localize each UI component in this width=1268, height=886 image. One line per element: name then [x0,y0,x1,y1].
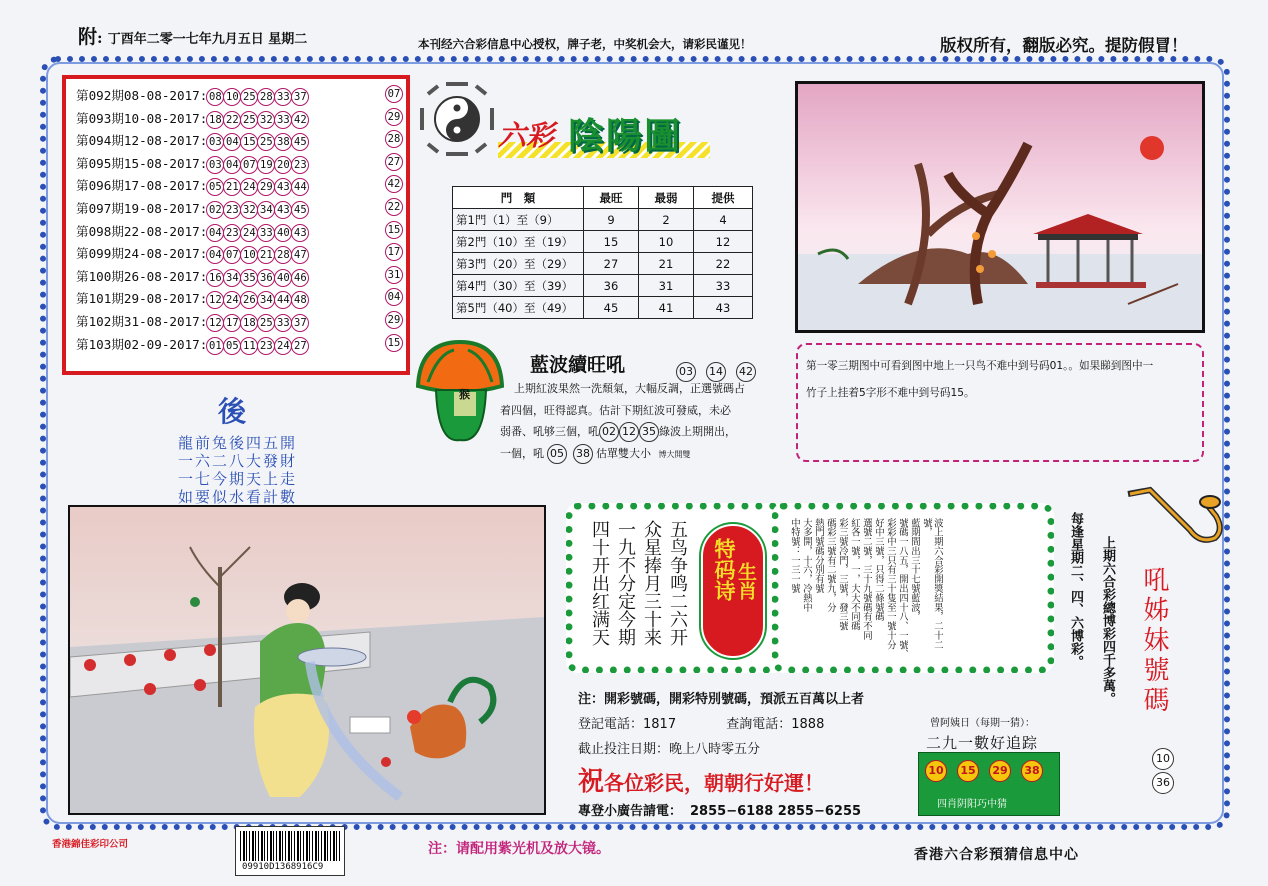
result-number: 18 [240,314,258,332]
result-special-number: 17 [385,243,403,261]
commentary-column: 彩彩中三只有三十隻至一號十分 [885,518,896,650]
door-table-cell: 31 [639,275,694,297]
result-number: 37 [291,314,309,332]
result-special-number: 22 [385,198,403,216]
result-special-number: 15 [385,334,403,352]
riddle-box [796,343,1204,462]
wave-inline-number: 05 [547,444,567,464]
door-table-cell: 第4門（30）至（39） [453,275,584,297]
door-table-row [453,231,753,253]
result-label: 第098期22-08-2017: [76,223,208,239]
deadline-value: 晚上八時零五分 [669,742,761,757]
result-number: 21 [223,178,241,196]
special-poem-col-bottom: 定今期 [615,592,636,646]
header-prefix: 附 [78,26,98,48]
door-table-heading: 門 類 [453,187,584,209]
mushroom-label: 猴 [459,388,470,401]
door-table-row [453,253,753,275]
wave-balls [676,360,766,382]
result-number: 08 [206,88,224,106]
slogan-big: 祝 [578,767,605,797]
door-table-cell: 第5門（40）至（49） [453,297,584,319]
track-footer: 四肖阴阳巧中猜 [937,799,1007,810]
poem-line: 一七今期天上走 [178,470,298,488]
results-history-panel [62,75,410,375]
result-number: 47 [291,246,309,264]
track-box [918,752,1060,816]
result-number: 19 [257,156,275,174]
result-number: 25 [257,133,275,151]
header-authorization: 本刊经六合彩信息中心授权，牌子老，中奖机会大，请彩民谨见！ [418,37,752,51]
result-number: 36 [257,269,275,287]
result-number: 04 [223,156,241,174]
result-number: 33 [257,224,275,242]
result-number: 43 [291,224,309,242]
wave-inline-number: 12 [619,422,639,442]
magnifier-note: 注：请配用紫光机及放大镜。 [428,841,610,857]
result-number: 25 [240,88,258,106]
result-number: 45 [291,201,309,219]
contact-line [578,800,908,819]
result-number: 03 [206,156,224,174]
result-number: 38 [274,133,292,151]
special-poem-col-bottom: 二六开 [667,592,688,646]
result-number: 33 [274,88,292,106]
wave-ball: 14 [706,362,726,382]
phone-line [578,713,908,732]
result-number: 07 [223,246,241,264]
result-label: 第103期02-09-2017: [76,336,208,352]
poem-line: 如要似水看計數 [178,488,298,506]
org-name: 香港六合彩預猜信息中心 [914,847,1079,863]
wave-inline-number: 35 [639,422,659,442]
result-number: 17 [223,314,241,332]
special-poem-col-bottom: 三十来 [641,592,662,646]
wave-line-3-nums [599,425,659,438]
result-label: 第093期10-08-2017: [76,110,208,126]
door-table-row [453,209,753,231]
result-number: 23 [223,224,241,242]
wave-line-3 [500,422,736,442]
contact-nums: 2855−6188 2855−6255 [690,804,862,819]
logo-title: 陰陽圖 [568,115,683,157]
result-row [76,288,401,309]
result-row [76,221,401,242]
door-table-cell: 33 [694,275,753,297]
commentary-column: 熱門號碼分別有號 [813,518,824,594]
result-number: 02 [206,201,224,219]
door-table-cell: 45 [584,297,639,319]
wave-line-4a: 一個，吼 [500,447,544,460]
result-special-number: 42 [385,175,403,193]
door-table-cell: 4 [694,209,753,231]
notice-line-1: 注：開彩號碼，開彩特別號碼，預派五百萬以上者 [578,692,865,707]
result-row [76,243,401,264]
result-number: 40 [274,269,292,287]
special-poem-column [665,520,689,670]
result-number: 27 [291,337,309,355]
door-table-cell: 10 [639,231,694,253]
door-table-header [453,187,753,209]
saxophone-icon [1120,480,1230,560]
mushroom-icon [414,336,506,444]
result-label: 第094期12-08-2017: [76,133,208,149]
result-number: 12 [206,291,224,309]
result-number: 11 [240,337,258,355]
header-copyright: 版权所有，翻版必究。提防假冒！ [940,36,1188,55]
result-number: 21 [257,246,275,264]
wave-line-4c: 博大開雙 [658,450,691,459]
result-number: 42 [291,111,309,129]
track-balls [925,759,1053,782]
result-row [76,198,401,219]
yin-yang-icon [416,78,498,160]
door-table-cell: 第3門（20）至（29） [453,253,584,275]
result-special-number: 04 [385,288,403,306]
query-label: 查詢電話： [726,717,792,732]
wave-inline-number: 02 [599,422,619,442]
result-number: 15 [240,133,258,151]
vertical-commentary [789,518,943,670]
result-number: 28 [274,246,292,264]
query-num: 1888 [791,717,825,732]
wave-title: 藍波續旺吼 [530,354,626,376]
special-poem-col-top: 四十开出 [589,520,610,592]
riddle-line-1: 第一零三期图中可看到图中地上一只鸟不难中到号码01。。如果睇到图中一 [806,360,1154,372]
result-number: 24 [240,178,258,196]
track-ball: 29 [989,760,1011,782]
door-table-cell: 2 [639,209,694,231]
result-number: 25 [240,111,258,129]
result-label: 第096期17-08-2017: [76,178,208,194]
result-row [76,175,401,196]
bagua-logo [416,78,498,160]
special-poem-col-top: 一九不分 [615,520,636,592]
track-title: 二九一數好追踪 [926,734,1039,752]
result-number: 24 [240,224,258,242]
deadline-line [578,738,908,757]
result-row [76,153,401,174]
result-row [76,334,401,355]
slogan-line [578,761,908,798]
result-number: 34 [257,201,275,219]
result-special-number: 29 [385,311,403,329]
track-header: 曾阿姨日（每期一猜）： [930,718,1035,729]
draw-days: 每逢星期二、四、六博彩。 [1068,512,1083,668]
result-special-number: 29 [385,108,403,126]
door-table [452,186,753,319]
barcode-number: 09910D1368916C9 [242,862,324,872]
result-number: 23 [291,156,309,174]
result-number: 12 [206,314,224,332]
special-poem-column [613,520,637,670]
result-number: 40 [274,224,292,242]
title-logo [492,104,717,164]
result-number: 16 [206,269,224,287]
result-number: 32 [257,111,275,129]
commentary-column: 大多開，十六，冷熱中 [801,518,812,612]
result-number: 34 [257,291,275,309]
result-label: 第100期26-08-2017: [76,268,208,284]
result-number: 07 [240,156,258,174]
badge-a: 特码诗 [712,538,737,601]
reg-num: 1817 [643,717,677,732]
printer-name: 香港錦佳彩印公司 [52,839,129,850]
wave-ball: 42 [736,362,756,382]
door-table-heading: 提供 [694,187,753,209]
wave-line-2: 着四個，旺得認真。估計下期紅波可發威，未必 [500,404,731,417]
result-number: 10 [223,88,241,106]
result-label: 第099期24-08-2017: [76,246,208,262]
scene-image-lady [68,505,546,815]
door-table-cell: 15 [584,231,639,253]
poem-lines [178,434,297,506]
deadline-label: 截止投注日期： [578,742,670,757]
commentary-column: 選號二號，三十九號碼有不同 [861,518,872,641]
commentary-column: 紅各一號，一，大大不同碼 [849,518,860,631]
wave-line-4 [500,444,691,464]
door-table-wrap [452,186,753,319]
special-poem-col-top: 五鸟争鸣 [667,520,688,592]
result-number: 18 [206,111,224,129]
result-number: 43 [274,178,292,196]
result-number: 35 [240,269,258,287]
poem-title: 後 [218,395,247,428]
result-number: 10 [240,246,258,264]
result-number: 48 [291,291,309,309]
result-number: 01 [206,337,224,355]
commentary-column: 好中三號，只得二條號碼 [873,518,884,622]
special-poem-col-bottom: 红满天 [589,592,610,646]
sister-balls [1152,748,1174,796]
reg-label: 登記電話： [578,717,644,732]
result-label: 第095期15-08-2017: [76,155,208,171]
door-table-heading: 最弱 [639,187,694,209]
door-table-cell: 27 [584,253,639,275]
notice-section [578,688,908,819]
poem-line: 一六二八大發財 [178,452,298,470]
result-number: 29 [257,178,275,196]
special-poem-columns [587,520,689,670]
result-number: 04 [206,224,224,242]
result-row [76,266,401,287]
track-ball: 15 [957,760,979,782]
door-table-cell: 22 [694,253,753,275]
slogan-text: 各位彩民，朝朝行好運！ [604,771,825,795]
riddle-line-2: 竹子上挂着5字形不难中到号码15。 [806,387,975,399]
result-number: 43 [274,201,292,219]
special-poem-column [639,520,663,670]
commentary-column: 波上期六合彩開獎結果，二十二號， [921,518,943,650]
door-table-cell: 41 [639,297,694,319]
sister-numbers-title: 吼姊妹號碼 [1139,566,1169,716]
result-special-number: 31 [385,266,403,284]
result-number: 04 [206,246,224,264]
door-table-cell: 9 [584,209,639,231]
result-number: 23 [223,201,241,219]
special-code-poem [566,503,785,673]
commentary-column: 彩三號冷門，三號，發三號 [837,518,848,631]
door-table-cell: 12 [694,231,753,253]
header-date: 附: 丁酉年二零一七年九月五日 星期二 [78,26,308,48]
result-number: 33 [274,314,292,332]
door-table-cell: 36 [584,275,639,297]
result-number: 23 [257,337,275,355]
wave-line-3b: 綠波上期開出， [659,425,736,438]
special-poem-col-top: 众星捧月 [641,520,662,592]
door-table-row [453,275,753,297]
result-special-number: 15 [385,221,403,239]
result-number: 05 [223,337,241,355]
sister-ball: 10 [1152,748,1174,770]
result-number: 22 [223,111,241,129]
special-poem-badge [701,524,765,658]
result-number: 44 [291,178,309,196]
result-row [76,85,401,106]
last-draw-total: 上期六合彩總博彩四千多萬。 [1100,536,1115,705]
wave-ball: 03 [676,362,696,382]
wave-line-4-nums [544,447,596,460]
wave-line-4b: 估單雙大小 [596,447,651,460]
barcode [235,826,345,876]
scene-image-tree [795,81,1205,333]
header-date-text: 丁酉年二零一七年九月五日 星期二 [107,32,308,47]
commentary-column: 碼彩三號有二號九，分 [825,518,836,612]
commentary-column: 藍期間出三十七號藍波， [909,518,920,622]
result-number: 04 [223,133,241,151]
result-number: 20 [274,156,292,174]
result-label: 第102期31-08-2017: [76,314,208,329]
wave-line-1: 上期紅波果然一洗頹氣，大幅反調，正選號碼占 [514,382,745,395]
door-table-cell: 第1門（1）至（9） [453,209,584,231]
contact-label: 專登小廣告請電： [578,804,683,819]
door-table-cell: 21 [639,253,694,275]
result-number: 34 [223,269,241,287]
result-number: 32 [240,201,258,219]
result-row [76,108,401,129]
result-label: 第101期29-08-2017: [76,291,208,307]
result-special-number: 27 [385,153,403,171]
result-row [76,311,401,332]
track-ball: 10 [925,760,947,782]
door-table-cell: 第2門（10）至（19） [453,231,584,253]
barcode-bars [240,831,340,861]
door-table-cell: 43 [694,297,753,319]
result-number: 37 [291,88,309,106]
door-table-heading: 最旺 [584,187,639,209]
result-number: 24 [223,291,241,309]
commentary-column: 中特號：一三一號 [789,518,800,594]
result-special-number: 28 [385,130,403,148]
result-number: 26 [240,291,258,309]
wave-inline-number: 38 [573,444,593,464]
result-label: 第097期19-08-2017: [76,201,208,216]
result-label: 第092期08-08-2017: [76,88,208,103]
special-code-poem-right [772,503,1054,673]
logo-prefix: 六彩 [498,119,555,152]
track-ball: 38 [1021,760,1043,782]
door-table-row [453,297,753,319]
badge-b: 生肖 [735,562,757,600]
result-number: 33 [274,111,292,129]
result-number: 28 [257,88,275,106]
sister-ball: 36 [1152,772,1174,794]
wave-line-3a: 弱番、吼够三個，吼 [500,425,599,438]
result-special-number: 07 [385,85,403,103]
commentary-column: 號碼一八五，開出四十八、一號、 [897,518,908,659]
special-poem-column [587,520,611,670]
result-number: 44 [274,291,292,309]
result-number: 25 [257,314,275,332]
result-number: 46 [291,269,309,287]
result-row [76,130,401,151]
result-number: 03 [206,133,224,151]
result-number: 45 [291,133,309,151]
result-number: 24 [274,337,292,355]
result-number: 05 [206,178,224,196]
poem-line: 龍前兔後四五開 [178,434,298,452]
